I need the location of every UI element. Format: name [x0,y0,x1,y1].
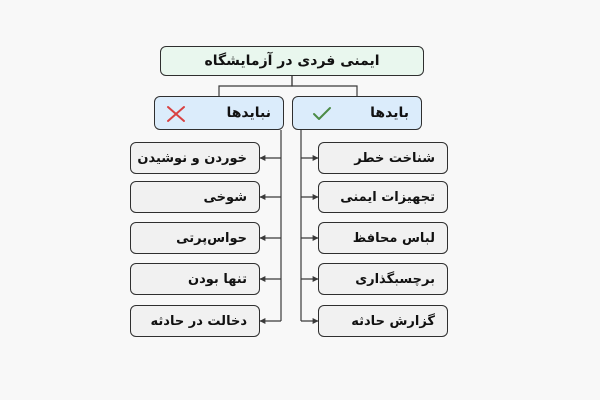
donts-header-node [154,96,284,130]
dos-item-4-node [318,263,448,295]
connector-title-to-donts [219,76,292,96]
dos-item-1-label: شناخت خطر [354,150,435,166]
donts-item-4-label: تنها بودن [188,271,247,287]
donts-item-1-node [130,142,260,174]
dos-item-5-node [318,305,448,337]
donts-item-4-node [130,263,260,295]
donts-item-5-node [130,305,260,337]
dos-item-2-node [318,181,448,213]
donts-item-3-label: حواس‌پرتی [176,230,247,246]
dos-item-3-label: لباس محافظ [352,230,435,246]
donts-item-3-node [130,222,260,254]
title-node [160,46,424,76]
donts-item-5-label: دخالت در حادثه [150,313,247,329]
dos-item-2-label: تجهیزات ایمنی [340,189,435,205]
dos-header-label: بایدها [370,105,409,121]
connector-title-to-dos [292,76,357,96]
dos-header-node [292,96,422,130]
dos-item-5-label: گزارش حادثه [351,313,435,329]
title-label: ایمنی فردی در آزمایشگاه [204,53,380,69]
dos-item-4-label: برچسبگذاری [355,271,435,287]
donts-item-2-label: شوخی [203,189,247,205]
donts-item-1-label: خوردن و نوشیدن [137,150,247,166]
check-icon [311,105,333,123]
donts-header-label: نبایدها [226,105,271,121]
donts-item-2-node [130,181,260,213]
dos-item-1-node [318,142,448,174]
cross-icon [165,105,187,123]
dos-item-3-node [318,222,448,254]
